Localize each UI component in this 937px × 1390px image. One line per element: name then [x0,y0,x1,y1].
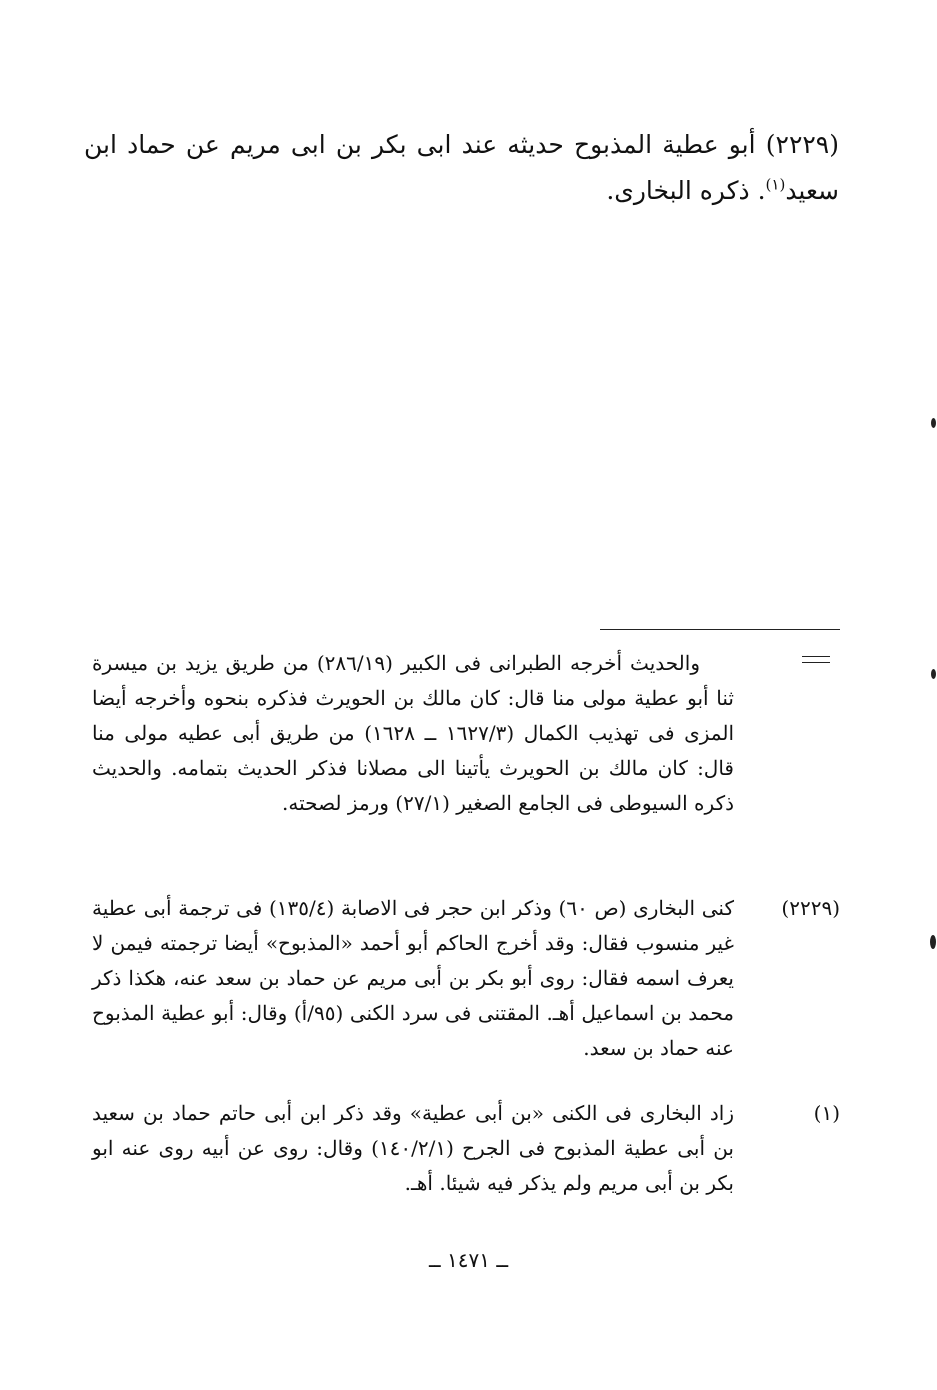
footnote-1-text: زاد البخارى فى الكنى «بن أبى عطية» وقد ذكر ابن أبى حاتم حماد بن سعيد بن أبى عطية المذبوح فى الجرح (١٤٠/٢/١) وقال: روى عن أبيه روى عنه ابو بكر بن أبى مريم ولم يذكر فيه شيئا. أهـ. [92,1101,734,1195]
continuation-marker [802,656,830,668]
footnote-separator [600,629,840,630]
footnote-entry [92,891,840,1066]
entry-text: أبو عطية المذبوح حديثه عند ابى بكر بن ابى مريم عن حماد ابن سعيد [84,130,839,205]
scan-mark [931,669,936,679]
footnote-1-marker: (١) [813,1101,840,1125]
entry-text-end: . ذكره البخارى. [606,176,766,205]
footnote-continuation-text: والحديث أخرجه الطبرانى فى الكبير (٢٨٦/١٩) من طريق يزيد بن ميسرة ثنا أبو عطية مولى منا قال: كان مالك بن الحويرث فذكره بنحوه وأخرجه أيضا المزى فى تهذيب الكمال (١٦٢٧/٣ ــ ١٦٢٨) من طريق أبى عطيه مولى منا قال: كان مالك بن الحويرث يأتينا الى مصلانا فذكر الحديث بتمامه. والحديث ذكره السيوطى فى الجامع الصغير (٢٧/١) ورمز لصحته. [92,651,735,815]
scan-mark [930,935,936,949]
footnote-entry-marker: (٢٢٢٩) [781,896,840,920]
scan-mark [931,418,936,428]
footnote-continuation [92,646,840,821]
footnote-entry-text: كنى البخارى (ص ٦٠) وذكر ابن حجر فى الاصابة (١٣٥/٤) فى ترجمة أبى عطية غير منسوب فقال: وقد أخرج الحاكم أبو أحمد «المذبوح» أيضا ترجمته فيمن لا يعرف اسمه فقال: روى أبو بكر بن أبى مريم عن حماد بن سعد عنه، هكذا ذكر محمد بن اسماعيل أهـ. المقتنى فى سرد الكنى (٩٥/أ) وقال: أبو عطية المذبوح عنه حماد بن سعد. [92,896,734,1060]
footnote-reference: (١) [765,175,786,194]
footnote-1 [92,1096,840,1201]
entry-paragraph [84,122,839,214]
entry-number: (٢٢٢٩) [765,130,839,159]
page-number: ــ ١٤٧١ ــ [428,1248,509,1272]
